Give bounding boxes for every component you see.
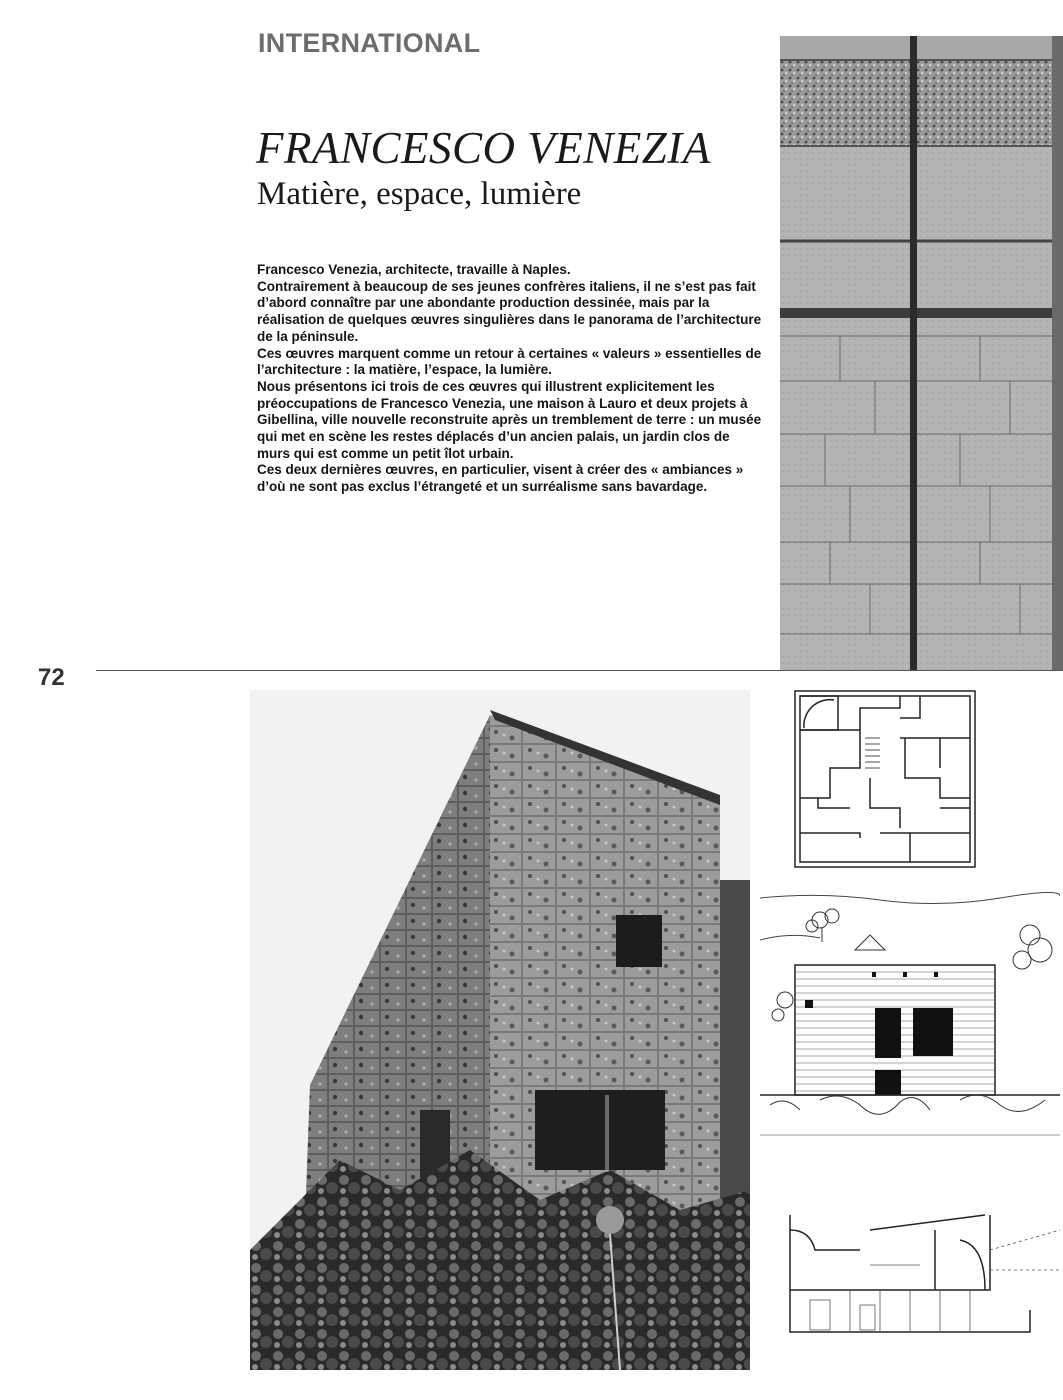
page-number: 72 xyxy=(38,664,65,691)
article-intro xyxy=(257,262,762,496)
horizontal-rule xyxy=(96,670,1063,671)
article-subtitle: Matière, espace, lumière xyxy=(257,176,582,212)
section-label: INTERNATIONAL xyxy=(258,28,481,58)
elevation-drawing xyxy=(760,890,1060,1140)
intro-paragraph: Contrairement à beaucoup de ses jeunes confrères italiens, il ne s’est pas fait d’abord connaître par une abondante production dessinée, mais par la réalisation de quelques œuvres singulières dans le panorama de l’architecture de la péninsule. xyxy=(257,278,762,344)
stone-wall-photo xyxy=(780,36,1063,670)
intro-paragraph: Ces œuvres marquent comme un retour à certaines « valeurs » essentielles de l’architecture : la matière, l’espace, la lumière. xyxy=(257,345,762,378)
intro-paragraph: Francesco Venezia, architecte, travaille à Naples. xyxy=(257,262,571,277)
floor-plan-image xyxy=(790,688,980,873)
floor-plan-drawing xyxy=(790,688,980,873)
article-title: FRANCESCO VENEZIA xyxy=(256,123,711,173)
stone-wall-image xyxy=(780,36,1063,670)
section-drawing xyxy=(770,1210,1060,1335)
intro-paragraph: Ces deux dernières œuvres, en particulier, visent à créer des « ambiances » d’où ne sont pas exclus l’étrangeté et un surréalisme sans bavardage. xyxy=(257,462,744,495)
house-photo xyxy=(250,690,750,1370)
elevation-image xyxy=(760,890,1060,1140)
stone-house-image xyxy=(250,690,750,1370)
section-image xyxy=(770,1210,1060,1335)
intro-paragraph: Nous présentons ici trois de ces œuvres qui illustrent explicitement les préoccupations de Francesco Venezia, une maison à Lauro et deux projets à Gibellina, ville nouvelle reconstruite après un tremblement de terre : un musée qui met en scène les restes déplacés d’un ancien palais, un jardin clos de murs qui est comme un petit îlot urbain. xyxy=(257,378,762,461)
